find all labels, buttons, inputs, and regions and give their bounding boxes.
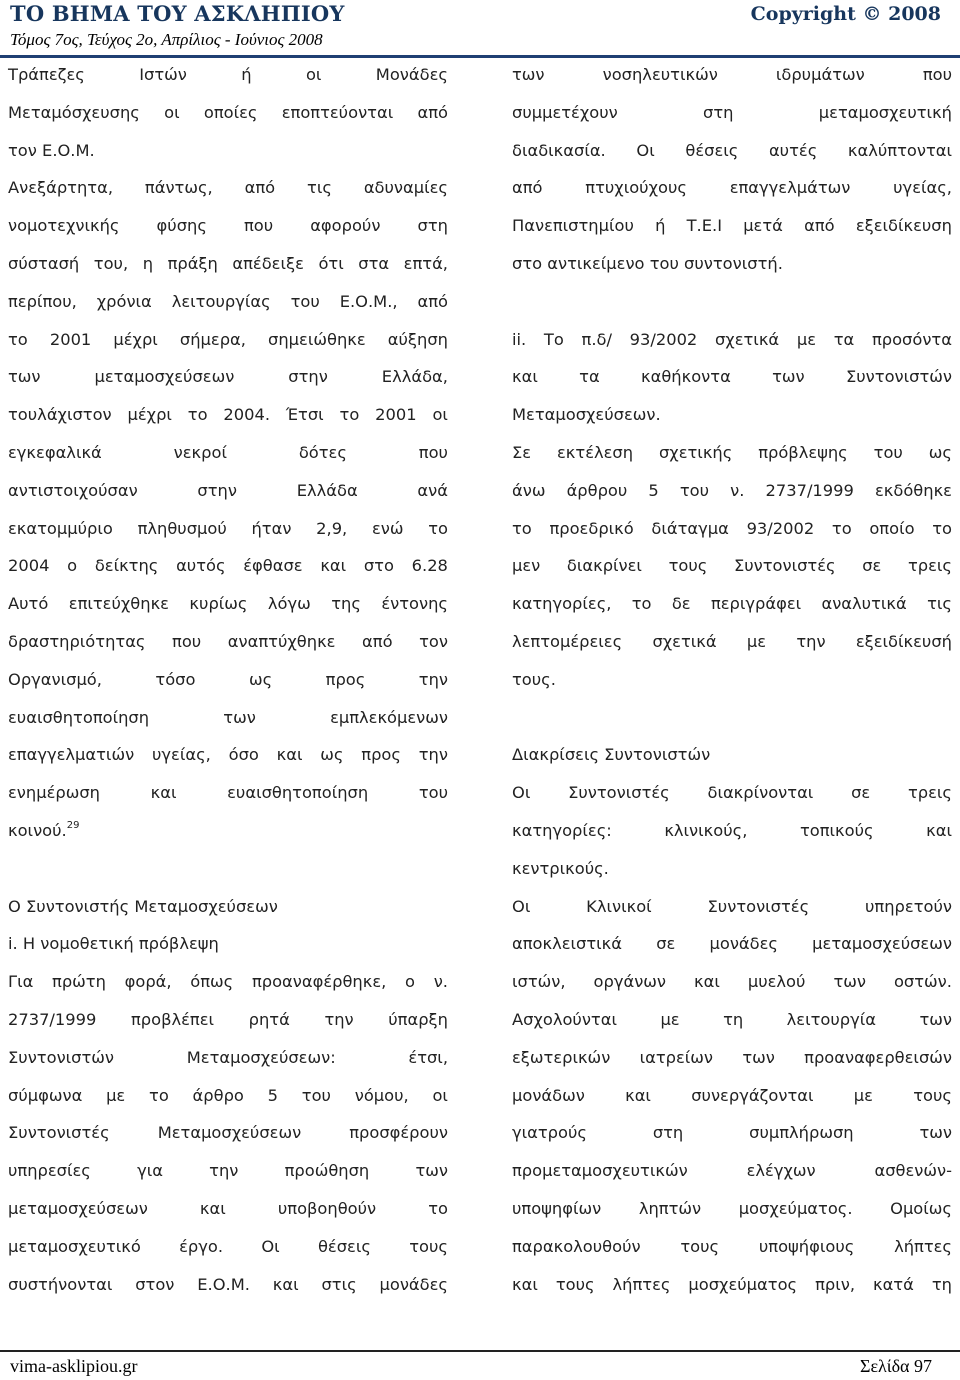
text-line: σύστασή του, η πράξη απέδειξε ότι στα επτά, <box>8 253 448 273</box>
text-line: δραστηριότητας που αναπτύχθηκε από τον <box>8 631 448 651</box>
text-line: από πτυχιούχους επαγγελμάτων υγείας, <box>512 178 952 198</box>
text-line: νομοτεχνικής φύσης που αφορούν στη <box>8 216 448 236</box>
text-line: 2737/1999 προβλέπει ρητά την ύπαρξη <box>8 1009 448 1029</box>
text-line: αποκλειστικά σε μονάδες μεταμοσχεύσεων <box>512 934 952 954</box>
text-line: άνω άρθρου 5 του ν. 2737/1999 εκδόθηκε <box>512 480 952 500</box>
text-line: κατηγορίες: κλινικούς, τοπικούς και <box>512 820 952 840</box>
text-line: μεταμοσχεύσεων και υποβοηθούν το <box>8 1198 448 1218</box>
text-line: στο αντικείμενο του συντονιστή. <box>512 253 783 273</box>
text-line: περίπου, χρόνια λειτουργίας του Ε.Ο.Μ., από <box>8 291 448 311</box>
text-line: ii. Το π.δ/ 93/2002 σχετικά με τα προσόντα <box>512 329 952 349</box>
page-header <box>0 0 960 58</box>
text-line: Σε εκτέλεση σχετικής πρόβλεψης του ως <box>512 442 952 462</box>
text-line: και τους λήπτες μοσχεύματος πριν, κατά τη <box>512 1274 952 1294</box>
text-line: διαδικασία. Οι θέσεις αυτές καλύπτονται <box>512 140 952 160</box>
footnote-reference: 29 <box>66 819 80 831</box>
text-line: κατηγορίες, το δε περιγράφει αναλυτικά τις <box>512 594 952 614</box>
text-line: συμμετέχουν στη μεταμοσχευτική <box>512 102 952 122</box>
page-number: Σελίδα 97 <box>859 1356 932 1376</box>
text-line: εκατομμύριο πληθυσμού ήταν 2,9, ενώ το <box>8 518 448 538</box>
text-line <box>8 850 448 888</box>
text-line: Ασχολούνται με τη λειτουργία των <box>512 1009 952 1029</box>
left-column <box>8 56 448 1303</box>
text-line: Αυτό επιτεύχθηκε κυρίως λόγω της έντονης <box>8 594 448 614</box>
journal-issue: Τόμος 7ος, Τεύχος 2ο, Απρίλιος - Ιούνιος 2008 <box>10 30 323 49</box>
text-line: Για πρώτη φορά, όπως προαναφέρθηκε, ο ν. <box>8 972 448 992</box>
footer-divider <box>0 1350 960 1352</box>
text-line: αντιστοιχούσαν στην Ελλάδα ανά <box>8 480 448 500</box>
text-line: Συντονιστών Μεταμοσχεύσεων: έτσι, <box>8 1047 448 1067</box>
text-line: μεν διακρίνει τους Συντονιστές σε τρεις <box>512 556 952 576</box>
text-line: i. Η νομοθετική πρόβλεψη <box>8 934 219 954</box>
text-line: μονάδων και συνεργάζονται με τους <box>512 1085 952 1105</box>
text-line: Ανεξάρτητα, πάντως, από τις αδυναμίες <box>8 178 448 198</box>
text-line: ευαισθητοποίηση των εμπλεκόμενων <box>8 707 448 727</box>
text-line: Οι Συντονιστές διακρίνονται σε τρεις <box>512 783 952 803</box>
text-line: τουλάχιστον μέχρι το 2004. Έτσι το 2001 οι <box>8 405 448 425</box>
text-line: 2004 ο δείκτης αυτός έφθασε και στο 6.28 <box>8 556 448 576</box>
right-column <box>512 56 952 1303</box>
text-line <box>512 699 952 737</box>
text-line: Μεταμόσχευσης οι οποίες εποπτεύονται από <box>8 102 448 122</box>
text-line: σύμφωνα με το άρθρο 5 του νόμου, οι <box>8 1085 448 1105</box>
text-line: τον Ε.Ο.Μ. <box>8 140 95 160</box>
text-line: κεντρικούς. <box>512 858 609 878</box>
text-line: κοινού.$^{29}$ <box>8 819 80 840</box>
copyright-notice: Copyright © 2008 <box>750 3 941 25</box>
journal-title: ΤΟ ΒΗΜΑ ΤΟΥ ΑΣΚΛΗΠΙΟΥ <box>10 1 345 26</box>
footer-website: vima-asklipiou.gr <box>10 1356 138 1376</box>
text-line <box>512 283 952 321</box>
text-line: ιστών, οργάνων και μυελού των οστών. <box>512 972 952 992</box>
text-line: των μεταμοσχεύσεων στην Ελλάδα, <box>8 367 448 387</box>
text-line: ενημέρωση και ευαισθητοποίηση του <box>8 783 448 803</box>
text-line: εξωτερικών ιατρείων των προαναφερθεισών <box>512 1047 952 1067</box>
text-line: μεταμοσχευτικό έργο. Οι θέσεις τους <box>8 1236 448 1256</box>
text-line: επαγγελματιών υγείας, όσο και ως προς την <box>8 745 448 765</box>
text-line: Οργανισμό, τόσο ως προς την <box>8 669 448 689</box>
text-line: Συντονιστές Μεταμοσχεύσεων προσφέρουν <box>8 1123 448 1143</box>
text-line: συστήνονται στον Ε.Ο.Μ. και στις μονάδες <box>8 1274 448 1294</box>
text-line: παρακολουθούν τους υποψήφιους λήπτες <box>512 1236 952 1256</box>
text-line: Οι Κλινικοί Συντονιστές υπηρετούν <box>512 896 952 916</box>
text-line: εγκεφαλικά νεκροί δότες που <box>8 442 448 462</box>
text-line: Τράπεζες Ιστών ή οι Μονάδες <box>8 65 448 84</box>
text-line: τους. <box>512 669 556 689</box>
text-line: το προεδρικό διάταγμα 93/2002 το οποίο το <box>512 518 952 538</box>
text-line: λεπτομέρειες σχετικά με την εξειδίκευσή <box>512 631 952 651</box>
text-line: υπηρεσίες για την προώθηση των <box>8 1161 448 1181</box>
text-line: το 2001 μέχρι σήμερα, σημειώθηκε αύξηση <box>8 329 448 349</box>
text-line: υποψηφίων ληπτών μοσχεύματος. Ομοίως <box>512 1198 952 1218</box>
text-line: Πανεπιστημίου ή Τ.Ε.Ι μετά από εξειδίκευση <box>512 216 952 236</box>
text-line: των νοσηλευτικών ιδρυμάτων που <box>512 65 952 84</box>
text-line: Μεταμοσχεύσεων. <box>512 405 661 425</box>
text-line: και τα καθήκοντα των Συντονιστών <box>512 367 952 387</box>
text-line: Ο Συντονιστής Μεταμοσχεύσεων <box>8 896 278 916</box>
text-line: προμεταμοσχευτικών ελέγχων ασθενών- <box>512 1161 952 1181</box>
text-line: Διακρίσεις Συντονιστών <box>512 745 711 765</box>
text-line: γιατρούς στη συμπλήρωση των <box>512 1123 952 1143</box>
